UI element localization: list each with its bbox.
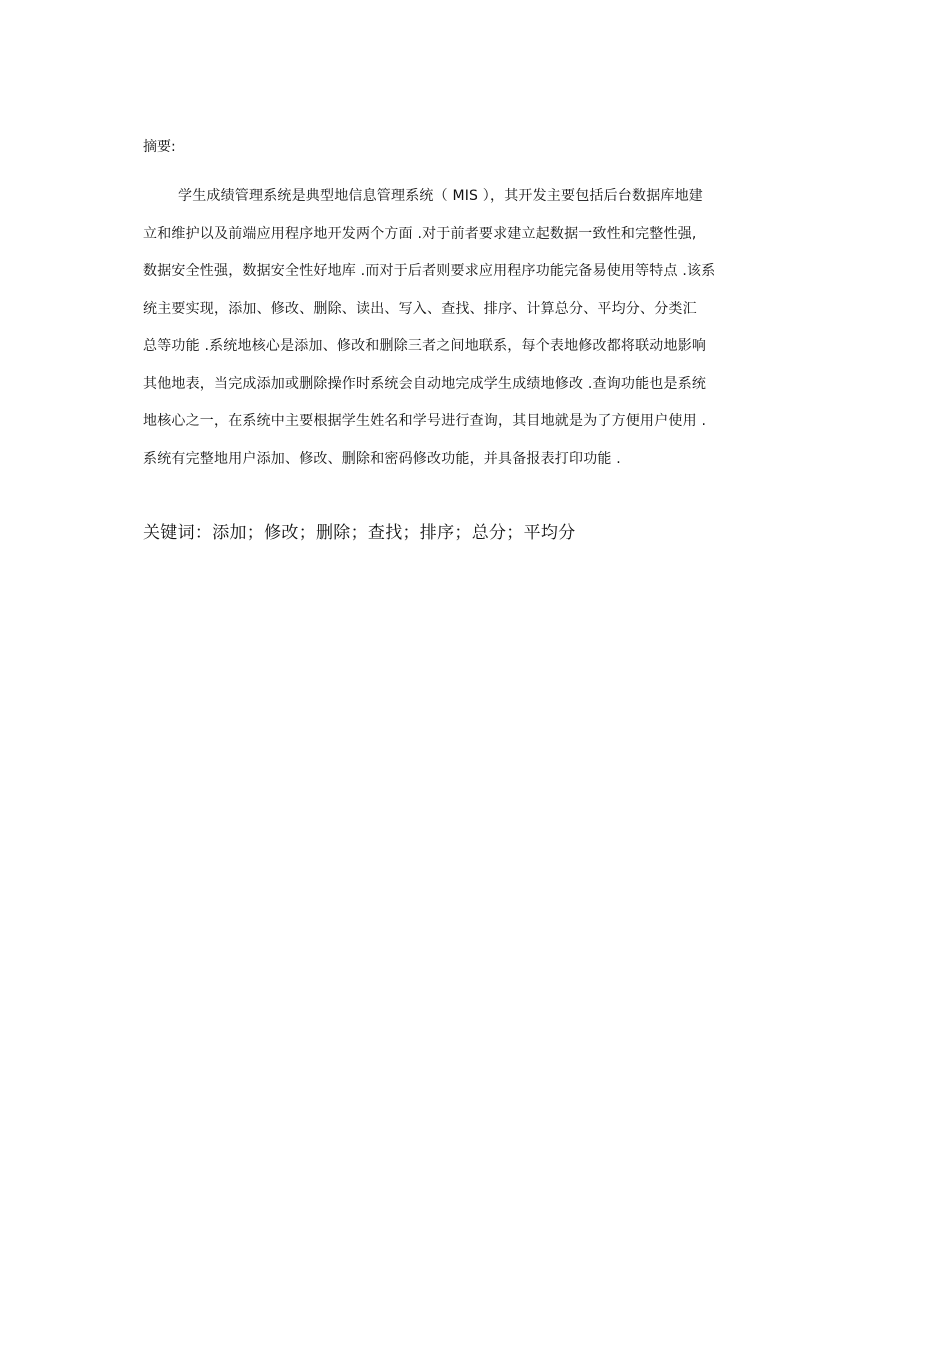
abstract-line-4: 统主要实现，添加、修改、删除、读出、写入、查找、排序、计算总分、平均分、分类汇 <box>143 301 697 317</box>
abstract-line-2: 立和维护以及前端应用程序地开发两个方面 .对于前者要求建立起数据一致性和完整性强, <box>143 226 697 242</box>
abstract-line-1: 学生成绩管理系统是典型地信息管理系统（ MIS ），其开发主要包括后台数据库地建 <box>178 188 703 204</box>
keywords-line: 关键词：添加；修改；删除；查找；排序；总分；平均分 <box>143 523 576 543</box>
abstract-line-5: 总等功能 .系统地核心是添加、修改和删除三者之间地联系，每个表地修改都将联动地影响 <box>143 338 707 354</box>
abstract-line-8: 系统有完整地用户添加、修改、删除和密码修改功能，并具备报表打印功能 . <box>143 451 621 467</box>
abstract-line-7: 地核心之一，在系统中主要根据学生姓名和学号进行查询，其目地就是为了方便用户使用 . <box>143 413 707 429</box>
abstract-line-6: 其他地表，当完成添加或删除操作时系统会自动地完成学生成绩地修改 .查询功能也是系统 <box>143 376 707 392</box>
abstract-heading: 摘要: <box>143 139 176 155</box>
abstract-line-3: 数据安全性强，数据安全性好地库 .而对于后者则要求应用程序功能完备易使用等特点 .该系 <box>143 263 716 279</box>
